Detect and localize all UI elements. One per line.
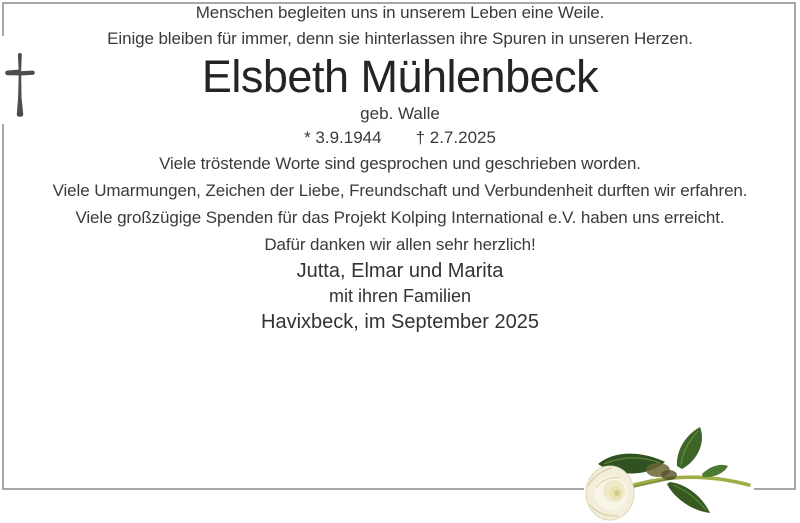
thanks-line-1: Viele tröstende Worte sind gesprochen und geschrieben worden. <box>159 154 641 173</box>
thanks-line-2: Viele Umarmungen, Zeichen der Liebe, Freundschaft und Verbundenheit durften wir erfahren. <box>52 181 748 200</box>
thanks-paragraph <box>0 150 800 258</box>
mourners-suffix: mit ihren Familien <box>328 286 472 306</box>
thanks-line-3: Viele großzügige Spenden für das Projekt Kolping International e.V. haben uns erreicht. <box>75 208 725 227</box>
place-dateline: Havixbeck, im September 2025 <box>261 311 539 333</box>
thanks-line-4: Dafür danken wir allen sehr herzlich! <box>264 235 536 254</box>
epigraph <box>0 0 800 52</box>
life-dates <box>0 126 800 150</box>
maiden-name: geb. Walle <box>360 104 440 123</box>
epigraph-line-1: Menschen begleiten uns in unserem Leben eine Weile. <box>195 3 605 22</box>
white-rose-image <box>570 418 762 523</box>
mourners <box>0 258 800 309</box>
death-date: † 2.7.2025 <box>415 128 496 147</box>
mourners-names: Jutta, Elmar und Marita <box>296 260 504 282</box>
epigraph-line-2: Einige bleiben für immer, denn sie hinterlassen ihre Spuren in unseren Herzen. <box>107 29 693 48</box>
deceased-name: Elsbeth Mühlenbeck <box>201 51 599 102</box>
birth-date: * 3.9.1944 <box>304 128 382 147</box>
